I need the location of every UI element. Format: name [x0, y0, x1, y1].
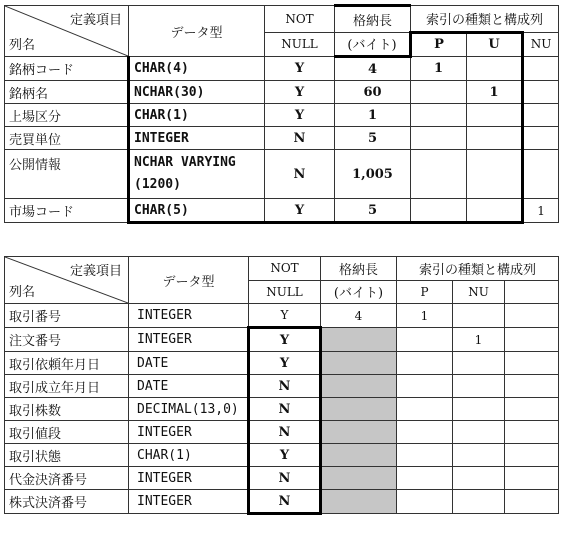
row-index-nu [453, 398, 505, 421]
row-notnull: Y [265, 57, 335, 81]
row-notnull: N [249, 375, 321, 398]
row-size: 1,005 [335, 150, 411, 199]
row-size [321, 352, 397, 375]
header-size-top: 格納長 [335, 6, 411, 33]
row-type: DECIMAL(13,0) [129, 398, 249, 421]
row-type: CHAR(1) [129, 444, 249, 467]
row-index-nu [453, 467, 505, 490]
row-name: 株式決済番号 [5, 490, 129, 514]
row-index-nu [523, 81, 559, 104]
row-index-p [397, 490, 453, 514]
row-index-p [397, 444, 453, 467]
row-type: INTEGER [129, 304, 249, 328]
row-index-p [411, 199, 467, 223]
row-index-u [467, 57, 523, 81]
row-index-u [467, 104, 523, 127]
row-index-p: 1 [397, 304, 453, 328]
header-colname-label: 列名 [9, 38, 36, 53]
row-index-nu [523, 127, 559, 150]
row-index-p [411, 104, 467, 127]
row-index-p [411, 127, 467, 150]
row-notnull: Y [249, 304, 321, 328]
header-name-cell [5, 257, 129, 304]
header-index: 索引の種類と構成列 [397, 257, 559, 281]
row-index-nu [453, 304, 505, 328]
row-notnull: Y [265, 104, 335, 127]
table-row [5, 375, 559, 398]
row-type: INTEGER [129, 467, 249, 490]
row-index-nu [453, 375, 505, 398]
row-index-p [397, 375, 453, 398]
row-size [321, 421, 397, 444]
row-name: 取引値段 [5, 421, 129, 444]
row-name: 売買単位 [5, 127, 129, 150]
row-type: DATE [129, 375, 249, 398]
row-type [129, 150, 265, 199]
header-notnull-top: NOT [249, 257, 321, 281]
row-name: 市場コード [5, 199, 129, 223]
header-index-p: P [397, 280, 453, 304]
row-name: 公開情報 [5, 150, 129, 199]
header-index-u: U [467, 32, 523, 56]
row-type: INTEGER [129, 328, 249, 352]
header-datatype: データ型 [129, 257, 249, 304]
trade-table [4, 256, 559, 515]
row-size [321, 490, 397, 514]
row-name: 上場区分 [5, 104, 129, 127]
table-row [5, 352, 559, 375]
table-row [5, 421, 559, 444]
row-index-extra [505, 398, 559, 421]
row-index-extra [505, 467, 559, 490]
table-row [5, 467, 559, 490]
row-type: INTEGER [129, 421, 249, 444]
row-index-nu [453, 490, 505, 514]
row-type: CHAR(1) [129, 104, 265, 127]
row-notnull: N [249, 398, 321, 421]
table-row [5, 81, 559, 104]
row-name: 取引状態 [5, 444, 129, 467]
header-index-nu: NU [523, 32, 559, 56]
row-name: 銘柄名 [5, 81, 129, 104]
row-notnull: Y [265, 81, 335, 104]
row-index-extra [505, 421, 559, 444]
table-row [5, 150, 559, 199]
table-row [5, 328, 559, 352]
header-item-label: 定義項目 [69, 264, 122, 279]
row-index-nu [523, 150, 559, 199]
row-size [321, 467, 397, 490]
row-index-nu: 1 [453, 328, 505, 352]
row-index-extra [505, 352, 559, 375]
header-colname-label: 列名 [9, 285, 36, 300]
row-index-extra [505, 375, 559, 398]
row-notnull: Y [265, 199, 335, 223]
row-name: 代金決済番号 [5, 467, 129, 490]
row-index-p [397, 352, 453, 375]
row-size [321, 444, 397, 467]
row-index-u [467, 199, 523, 223]
row-type: INTEGER [129, 490, 249, 514]
row-index-p: 1 [411, 57, 467, 81]
row-index-nu [453, 421, 505, 444]
row-size: 4 [335, 57, 411, 81]
header-size-bottom: (バイト) [321, 280, 397, 304]
row-size: 60 [335, 81, 411, 104]
row-index-nu [523, 104, 559, 127]
table-row [5, 444, 559, 467]
row-size: 4 [321, 304, 397, 328]
header-item-label: 定義項目 [69, 13, 122, 28]
row-size [321, 375, 397, 398]
table-row [5, 490, 559, 514]
header-notnull-bottom: NULL [249, 280, 321, 304]
row-type: DATE [129, 352, 249, 375]
header-index-nu: NU [453, 280, 505, 304]
table-row [5, 304, 559, 328]
header-datatype: データ型 [129, 6, 265, 57]
row-name: 取引株数 [5, 398, 129, 421]
row-index-p [397, 467, 453, 490]
header-size-bottom: (バイト) [335, 32, 411, 56]
table-row [5, 104, 559, 127]
row-type: INTEGER [129, 127, 265, 150]
row-name: 取引成立年月日 [5, 375, 129, 398]
row-name: 取引番号 [5, 304, 129, 328]
row-index-extra [505, 444, 559, 467]
row-notnull: Y [249, 444, 321, 467]
row-name: 銘柄コード [5, 57, 129, 81]
row-index-nu [453, 444, 505, 467]
table-row [5, 127, 559, 150]
row-index-u: 1 [467, 81, 523, 104]
header-index-extra [505, 280, 559, 304]
row-size: 1 [335, 104, 411, 127]
row-notnull: N [249, 421, 321, 444]
row-type-line1: NCHAR VARYING [134, 155, 236, 170]
table-row [5, 57, 559, 81]
row-name: 注文番号 [5, 328, 129, 352]
row-notnull: N [249, 467, 321, 490]
row-name: 取引依頼年月日 [5, 352, 129, 375]
row-notnull: N [265, 127, 335, 150]
row-index-nu [523, 57, 559, 81]
row-notnull: N [265, 150, 335, 199]
row-notnull: Y [249, 328, 321, 352]
row-size [321, 328, 397, 352]
row-index-nu: 1 [523, 199, 559, 223]
row-index-nu [453, 352, 505, 375]
header-notnull-bottom: NULL [265, 32, 335, 56]
row-index-extra [505, 304, 559, 328]
row-size [321, 398, 397, 421]
row-index-p [397, 398, 453, 421]
row-index-p [411, 81, 467, 104]
row-type: CHAR(4) [129, 57, 265, 81]
row-type: NCHAR(30) [129, 81, 265, 104]
header-size-top: 格納長 [321, 257, 397, 281]
stock-table [4, 4, 559, 224]
row-index-extra [505, 490, 559, 514]
row-index-p [397, 421, 453, 444]
row-size: 5 [335, 199, 411, 223]
row-index-p [397, 328, 453, 352]
table-row [5, 398, 559, 421]
header-name-cell [5, 6, 129, 57]
row-size: 5 [335, 127, 411, 150]
row-index-p [411, 150, 467, 199]
row-type: CHAR(5) [129, 199, 265, 223]
row-index-extra [505, 328, 559, 352]
header-index: 索引の種類と構成列 [411, 6, 559, 33]
table-row [5, 199, 559, 223]
header-index-p: P [411, 32, 467, 56]
header-notnull-top: NOT [265, 6, 335, 33]
row-notnull: N [249, 490, 321, 514]
row-index-u [467, 127, 523, 150]
row-index-u [467, 150, 523, 199]
row-type-line2: (1200) [134, 177, 181, 192]
row-notnull: Y [249, 352, 321, 375]
